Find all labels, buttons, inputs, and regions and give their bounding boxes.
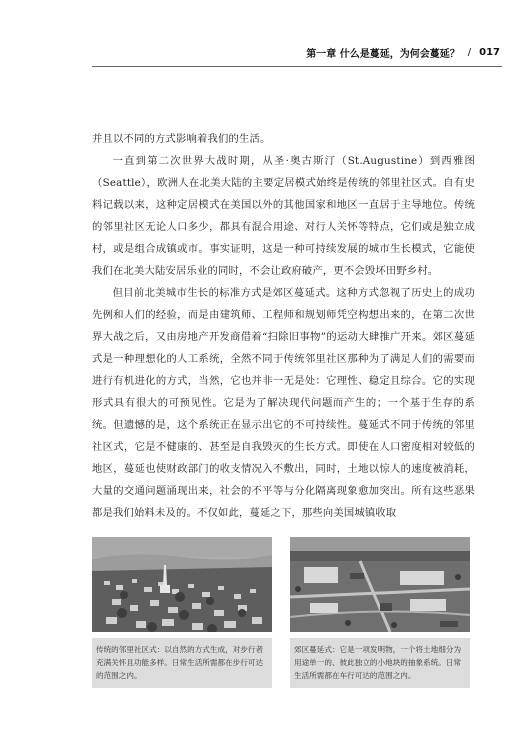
page-number: 017	[479, 46, 500, 58]
paragraph: 但目前北美城市生长的标准方式是郊区蔓延式。这种方式忽视了历史上的成功先例和人们的经验，而是由建筑师、工程师和规划师凭空构想出来的，在第二次世界大战之后，又由房地产开发商借着“扫除旧事物”的运动大肆推广开来。郊区蔓延式是一种理想化的人工系统，全然不同于传统邻里社区那种为了满足人们的需要而进行有机进化的方式，当然，它也并非一无是处：它理性、稳定且综合。它的实现形式具有很大的可预见性。它是为了解决现代问题而产生的；一个基于生存的系统。但遗憾的是，这个系统正在显示出它的不可持续性。蔓延式不同于传统的邻里社区式，它是不健康的、甚至是自我毁灭的生长方式。即使在人口密度相对较低的地区，蔓延也使财政部门的收支情况入不敷出，同时，土地以惊人的速度被消耗，大量的交通问题涌现出来，社会的不平等与分化隔离现象愈加突出。所有这些恶果都是我们始料未及的。不仅如此，蔓延之下，那些向美国城镇收取	[92, 287, 475, 519]
aerial-photo-traditional-town	[92, 537, 272, 632]
main-text	[92, 128, 475, 524]
figure-caption: 传统的邻里社区式：以自然的方式生成，对步行者充满关怀且功能多样。日常生活所需都在步行可达的范围之内。	[92, 638, 272, 688]
figure-caption: 郊区蔓延式：它是一项发明物，一个将土地细分为用途单一的、彼此独立的小地块的抽象系统。日常生活所需都在车行可达的范围之内。	[290, 638, 470, 688]
figure-traditional-neighborhood	[92, 537, 272, 688]
header-separator: /	[467, 46, 472, 58]
figure-suburban-sprawl	[290, 537, 470, 688]
paragraph: 并且以不同的方式影响着我们的生活。	[92, 133, 271, 145]
chapter-title: 第一章 什么是蔓延，为何会蔓延？	[306, 48, 460, 60]
aerial-photo-suburban-sprawl	[290, 537, 470, 632]
header-rule	[92, 66, 502, 67]
running-header	[300, 43, 500, 61]
paragraph: 一直到第二次世界大战时期，从圣·奥古斯汀（St.Augustine）到西雅图（Seattle），欧洲人在北美大陆的主要定居模式始终是传统的邻里社区式。自有史料记载以来，这种定居模式在美国以外的其他国家和地区一直居于主导地位。传统的邻里社区无论人口多少，都具有混合用途、对行人关怀等特点，它们或是独立成村，或是组合成镇或市。事实证明，这是一种可持续发展的城市生长模式，它能使我们在北美大陆安居乐业的同时，不会让政府破产，更不会毁坏田野乡村。	[92, 155, 475, 277]
